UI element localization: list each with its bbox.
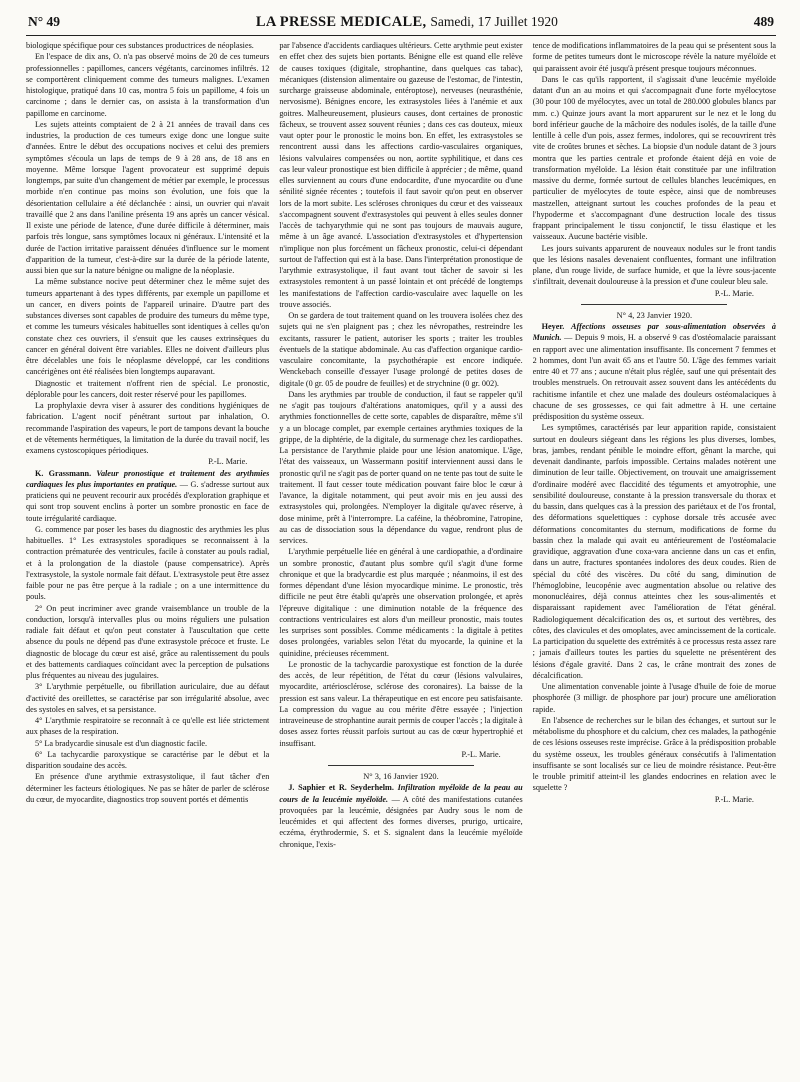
signature: P.-L. Marie. bbox=[208, 457, 248, 467]
issue-date: Samedi, 17 Juillet 1920 bbox=[430, 14, 558, 29]
paragraph: Dans le cas qu'ils rapportent, il s'agissait d'une leucémie myéloïde datant d'un an au moins et qui s'accompagnait d'une forte myélocytose (30 pour 100 de myélocytes, avec un total de 280.000 globules blancs par mm. c.) Quinze jours avant la mort apparurent sur le nez et le long du bord inférieur gauche de la mâchoire des nodules isolés, de la taille d'une lentille à celle d'un pois, assez fermes, indolores, qui se recouvrirent très vite de croûtes brunes et sèches. La biopsie d'un nodule datant de 3 jours montra que les parties centrale et profonde étaient déjà en voie de transformation myéloïde. La lésion était constituée par une infiltration massive du derme, formée surtout de cellules blanches leucémiques, en particulier de myélocytes de toute espèce, ainsi que de nombreuses mastzellen, atteignant surtout les couches profondes de la peau et l'hypoderme et s'accompagnant d'une destruction locale des tissus frappant principalement le tissu conjonctif, le tissu élastique et les vaisseaux. Aucune bactérie visible. bbox=[532, 74, 776, 242]
paragraph: La prophylaxie devra viser à assurer des conditions hygiéniques de fabrication. L'agent nocif pénétrant surtout par inhalation, O. recommande l'aspiration des vapeurs, le port de tampons devant la bouche et de vêtements hermétiques, la limitation de la durée du travail nocif, les examens cystoscopiques périodiques. bbox=[26, 401, 270, 455]
paragraph: par l'absence d'accidents cardiaques ultérieurs. Cette arythmie peut exister en effet chez des sujets bien portants. Bénigne elle est quand elle relève de causes toxiques (digitale, strophantine, dans quelques cas tabac), mécaniques (distension alimentaire ou gazeuse de l'estomac, de l'intestin, surcharge graisseuse abdominale, entéroptose), nerveuses (neurasthénie, nervosisme). Bénignes encore, les extrasystoles liées à l'anémie et aux goitres. Malheureusement, plusieurs causes, dont certaines de pronostic fâcheux, se trouvent assez souvent réunies ; dans ces cas douteux, mieux vaut opter pour le pronostic le moins bon. En effet, les extrasystoles se rencontrent aussi dans les affections cardio-vasculaires organiques, lésions valvulaires compensées ou non, aortite syphilitique, et dans ces cas leur valeur pronostique est bien difficile à apprécier ; de même, quand elles surviennent au cours d'une endocardite, d'une myocardite ou d'une sénilité signée récentes ; toutefois il faut savoir qu'on peut en observer lors de la mort subite. Les scléroses chroniques du cœur et des vaisseaux s'accompagnent souvent d'extrasystoles qui peuvent à elles seules donner l'accès de tachyarythmie qui ne sont pas toujours de mauvais augure, même à un âge avancé. L'association d'extrasystoles et d'hypertension n'implique non plus forcément un fâcheux pronostic, celui-ci dépendant surtout de l'affection qui est à la base. Dans l'interprétation pronostique de l'arythmie extrasystolique, il faut avant tout tâcher de savoir si les extrasystoles remontent à un passé lointain et ont précédé de longtemps les manifestations de l'affection cardio-vasculaire avec laquelle on les trouve associés. bbox=[279, 41, 523, 309]
paragraph: En l'espace de dix ans, O. n'a pas observé moins de 20 de ces tumeurs professionnelles : papillomes, cancers végétants, carcinomes infiltrés. 12 se comportèrent cliniquement comme des tumeurs malignes. L'examen histologique, pratiqué dans 10 cas, montra 5 fois un papillome, 4 fois un carcinome ; dans le dernier cas, on assista à la transformation d'un papillome en carcinome. bbox=[26, 52, 270, 118]
paragraph: En présence d'une arythmie extrasystolique, il faut tâcher d'en déterminer les facteurs étiologiques. Ne pas se hâter de parler de sclérose du cœur, de myocardite, diagnostics trop souvent portés et démentis bbox=[26, 772, 270, 804]
section-heading: N° 3, 16 Janvier 1920. bbox=[363, 772, 439, 781]
column-left bbox=[26, 40, 269, 1076]
page-number: 489 bbox=[753, 14, 774, 29]
text-columns bbox=[26, 40, 776, 1076]
paragraph: Les jours suivants apparurent de nouveaux nodules sur le front tandis que les lésions nasales devenaient confluentes, formant une infiltration plane, d'un rouge livide, de surface humide, et que la lèvre sous-jacente s'infiltrait, devenait douloureuse à la pression et d'une couleur bleu sale. bbox=[532, 243, 776, 287]
section-divider bbox=[328, 765, 474, 766]
paragraph: 2° On peut incriminer avec grande vraisemblance un trouble de la conduction, lorsqu'à intervalles plus ou moins réguliers une pulsation radiale fait défaut et qu'on peut constater à l'auscultation que cette absence du pouls ne dépend pas d'une extrasystole précoce et fruste. Le diagnostic de blocage du cœur est aisé, grâce au ralentissement du pouls et des battements cardiaques coïncidant avec la perception de pulsations plus fréquentes au niveau des jugulaires. bbox=[26, 603, 270, 680]
paragraph: Dans les arythmies par trouble de conduction, il faut se rappeler qu'il ne s'agit pas toujours d'altérations anatomiques, qu'il y a aussi des arythmies fonctionnelles de cette sorte, capables de disparaître, même s'il y a un blocage complet, par exemple certaines arythmies toxiques de la grippe, de la diphtérie, de la digitale, du surmenage chez les cardiopathes. La persistance de l'arythmie plaide pour une lésion anatomique. L'âge, l'état des vaisseaux, un Wassermann positif interviennent aussi dans le pronostic qu'il ne s'agit pas de porter quand on ne tente pas tout de suite le traitement. Il faut cesser toute médication pouvant faire bloc le cœur à l'avance, la digitale notamment, qui peut avoir mis en jeu aussi des extrasystoles qui, prolongées. N'employer la digitale qu'avec réserve, à dose minime, prêt à l'interrompre. La caféine, la théobromine, l'atropine, au cas de dissociation sous la dépendance du vague, rendront plus de services. bbox=[279, 389, 523, 545]
article-intro: — Depuis 9 mois, H. a observé 9 cas d'ostéomalacie paraissant en rapport avec une alimentation insuffisante. Ils concernent 7 femmes et 2 hommes, dont l'un avait 65 ans et l'autre 50. L'âge des femmes variait entre 40 et 77 ans ; aucune n'était plus réglée, sauf une qui présentait des troubles menstruels. On retrouvait assez souvent dans les antécédents du rachitisme infantile et chez une malade des douleurs ostéomalaciques à chacune de ses grossesses, ce qui fait admettre à H. une certaine prédisposition du système osseux. bbox=[532, 333, 776, 421]
section-heading: N° 4, 23 Janvier 1920. bbox=[616, 310, 693, 320]
article-title: Valeur pronostique et traitement des arythmies cardiaques les plus importantes en pratique. bbox=[26, 468, 270, 489]
signature: P.-L. Marie. bbox=[461, 749, 501, 759]
paragraph: 4° L'arythmie respiratoire se reconnaît à ce qu'elle est liée strictement aux phases de la respiration. bbox=[26, 716, 270, 737]
column-right bbox=[533, 40, 776, 1076]
paragraph: G. commence par poser les bases du diagnostic des arythmies les plus habituelles. 1° Les extrasystoles sporadiques se reconnaissent à la contraction prématurée des ventricules, facile à constater au pouls radial, et à la prolongation de la diastole (pause compensatrice). Après l'extrasystole, la systole normale fait défaut. L'extrasystole peut être assez faible pour ne pas être perçue à la radiale ; on a une intermittence du pouls. bbox=[26, 524, 270, 602]
paragraph: tence de modifications inflammatoires de la peau qui se présentent sous la forme de petites tumeurs dont le microscope révèle la nature myéloïde et qui paraissent avoir été jusqu'à présent presque toujours méconnues. bbox=[532, 41, 776, 73]
signature: P.-L. Marie. bbox=[714, 288, 754, 298]
paragraph: L'arythmie perpétuelle liée en général à une cardiopathie, a d'ordinaire un sombre pronostic, d'autant plus sombre qu'il s'agit d'une forme chronique et que la bradycardie est plus marquée ; néanmoins, il est des formes dépendant d'une lésion myocardique minime. Le pronostic, très difficile ne peut être établi qu'après une observation prolongée, et après l'épreuve digitalique : une diminution notable de la fréquence des contractions ventriculaires est alors d'un meilleur pronostic, mais toutes les surprises sont possibles. Comme médicaments : la digitale à petites doses prolongées, variables selon l'état du myocarde, la quinine et la quinidine, précieuses récemment. bbox=[279, 547, 523, 658]
paragraph: 6° La tachycardie paroxystique se caractérise par le début et la disparition soudaine des accès. bbox=[26, 749, 270, 770]
paragraph: En l'absence de recherches sur le bilan des échanges, et surtout sur le métabolisme du phosphore et du calcium, chez ces malades, la pathogénie de ces lésions osseuses reste imprécise. Grâce à la prédisposition probable du système osseux, les troubles généraux consécutifs à l'alimentation insuffisante se sont localisés sur ce lieu de moindre résistance. Peut-être le trouble primitif atteint-il les glandes endocrines en relation avec le squelette ? bbox=[532, 715, 776, 793]
paragraph: Le pronostic de la tachycardie paroxystique est fonction de la durée des accès, de leur répétition, de l'état du cœur (lésions valvulaires, myocardite, artériosclérose, sclérose des coronaires). La baisse de la pression est sans valeur. La thérapeutique en est encore peu satisfaisante. La compression du vague au cou mérite d'être essayée ; l'injection intraveineuse de strophantine aurait permis de couper l'accès ; la digitale à doses assez fortes réussit parfois surtout au cas de cœur hypertrophié et insuffisant. bbox=[279, 659, 523, 748]
paragraph: Les sujets atteints comptaient de 2 à 21 années de travail dans ces industries, la production de ces tumeurs exige donc une longue suite d'années. Entre le début des occupations nocives et celui des premiers symptômes s'écoula un laps de temps de 9 à 28 ans, de 18 ans en moyenne. Même lorsque l'agent provocateur est supprimé depuis longtemps, par suite d'un changement de métier par exemple, le processus morbide n'en continue pas moins son évolution, une fois que la désorientation cellulaire a été déclanchée : ainsi, un ouvrier qui n'avait travaillé que 2 ans dans l'aniline présenta 19 ans après un cancer vésical. Il existe une période de latence, d'une durée difficile à déterminer, mais parfois très longue, sans symptômes locaux ni généraux. L'intensité et la durée de l'action irritative paraissent dénuées d'influence sur le moment d'apparition de la tumeur, c'est-à-dire sur la durée de la période latente, aussi bien que sur la nature bénigne ou maligne de la néoplasie. bbox=[26, 119, 270, 275]
article-author: J. Saphier et R. Seyderhelm. bbox=[288, 783, 394, 793]
paragraph: biologique spécifique pour ces substances productrices de néoplasies. bbox=[26, 41, 254, 50]
article-author: Heyer. bbox=[541, 322, 565, 331]
article-title: Affections osseuses par sous-alimentation observées à Munich. bbox=[532, 322, 776, 343]
paragraph: Diagnostic et traitement n'offrent rien de spécial. Le pronostic, déplorable pour les cancers, doit rester réservé pour les papillomes. bbox=[26, 378, 270, 399]
article-intro: — G. s'adresse surtout aux praticiens qui ne peuvent recourir aux procédés d'exploration graphique et qui sont trop souvent enclins à porter un sombre pronostic en face de toute irrégularité cardiaque. bbox=[26, 479, 270, 523]
journal-name: LA PRESSE MEDICALE, bbox=[255, 14, 427, 30]
section-divider bbox=[581, 304, 727, 305]
article-intro: — A côté des manifestations cutanées provoquées par la leucémie, désignées par Audry sous le nom de leucémides et qui affectent des formes diverses, prurigo, urticaire, eczéma, érythrodermie, S. et S. signalent dans la leucémie myéloïde chronique, l'exis- bbox=[279, 794, 523, 849]
journal-title bbox=[256, 14, 558, 31]
page-header bbox=[26, 14, 776, 36]
article-author: K. Grassmann. bbox=[35, 468, 92, 478]
paragraph: On se gardera de tout traitement quand on les trouvera isolées chez des sujets qui ne s'en plaignent pas ; chez les névropathes, restreindre les excitants, rassurer le patient, autoriser les sports ; traiter les troubles éventuels de la statique abdominale. Au cas d'affection organique cardio-vasculaire concomitante, la psychothérapie est encore indiquée. Wenckebach conseille d'essayer l'usage prolongé de petites doses de digitale (0 gr. 05 de poudre de feuilles) et de strychnine (0 gr. 002). bbox=[279, 311, 523, 388]
signature: P.-L. Marie. bbox=[714, 794, 754, 804]
paragraph: Une alimentation convenable jointe à l'usage d'huile de foie de morue phosphorée (3 milligr. de phosphore par jour) procure une amélioration rapide. bbox=[532, 682, 776, 714]
article-abstract bbox=[26, 468, 269, 524]
paragraph: 3° L'arythmie perpétuelle, ou fibrillation auriculaire, due au défaut d'activité des oreillettes, se caractérise par son irrégularité absolue, avec des systoles en salves, et sa persistance. bbox=[26, 682, 270, 714]
article-abstract bbox=[533, 321, 776, 422]
issue-number: N° 49 bbox=[28, 14, 61, 29]
paragraph: 5° La bradycardie sinusale est d'un diagnostic facile. bbox=[35, 738, 208, 748]
paragraph: Les symptômes, caractérisés par leur apparition rapide, consistaient surtout en douleurs siégeant dans les régions les plus diverses, lombes, bras, jambes, rendant pénible le moindre effort, gênant la marche, qui devenait dandinante, parfois impossible. Certains malades notèrent une diminution de leur taille. Objectivement, on trouvait une amaigrissement d'ordinaire modéré avec flaccidité des téguments et amyotrophie, une sensibilité douloureuse, constante à la pression transversale du thorax et du bassin, dans quelques cas à la pression des pariétaux et de l'os frontal, des déformations squelettiques : cyphose dorsale très accusée avec déformations concomitantes du sternum, modifications de forme du bassin chez la malade qui avait eu antérieurement de l'ostéomalacie gravidique, aggravation d'une coxa-vara ancienne dans un cas et enfin, dans un autre, fractures spontanées indolores des deux coudes. Rien de spécial du côté des viscères. Du côté du sang, diminution de l'hémoglobine, leucopénie avec augmentation absolue ou relative des mononucléaires, déjà connus atteintes chez les sous-alimentés et disparaissant rapidement avec l'amélioration de l'état général. Radiologiquement décalcification des os, et surtout des vertèbres, des côtes, des clavicules et des omoplates, avec amincissement de la corticale. La participation du squelette des extrémités à ce processus resta assez rare ; jamais d'ailleurs toutes les parties du squelette ne présentèrent des lésions d'égale gravité. Dans 2 cas, le crâne montrait des zones de décalcification. bbox=[532, 423, 776, 680]
paragraph: La même substance nocive peut déterminer chez le même sujet des tumeurs appartenant à des types différents, par exemple un papillome et un cancer, en divers points de l'appareil urinaire. D'autre part des substances diverses sont capables de produire des tumeurs du même type, et comme les tumeurs vésicales habituelles sont identiques à celles qu'on constate chez ces ouvriers, il s'ensuit que les causes extrinsèques du cancer en général doivent être variables. Elles ne doivent d'ailleurs plus être décelables une fois le néoplasme développé, car les conditions cancérigènes ont été réalisées bien longtemps auparavant. bbox=[26, 277, 270, 377]
article-abstract bbox=[279, 782, 522, 850]
article-title: Infiltration myéloïde de la peau au cours de la leucémie myéloïde. bbox=[279, 783, 523, 804]
column-middle bbox=[279, 40, 522, 1076]
